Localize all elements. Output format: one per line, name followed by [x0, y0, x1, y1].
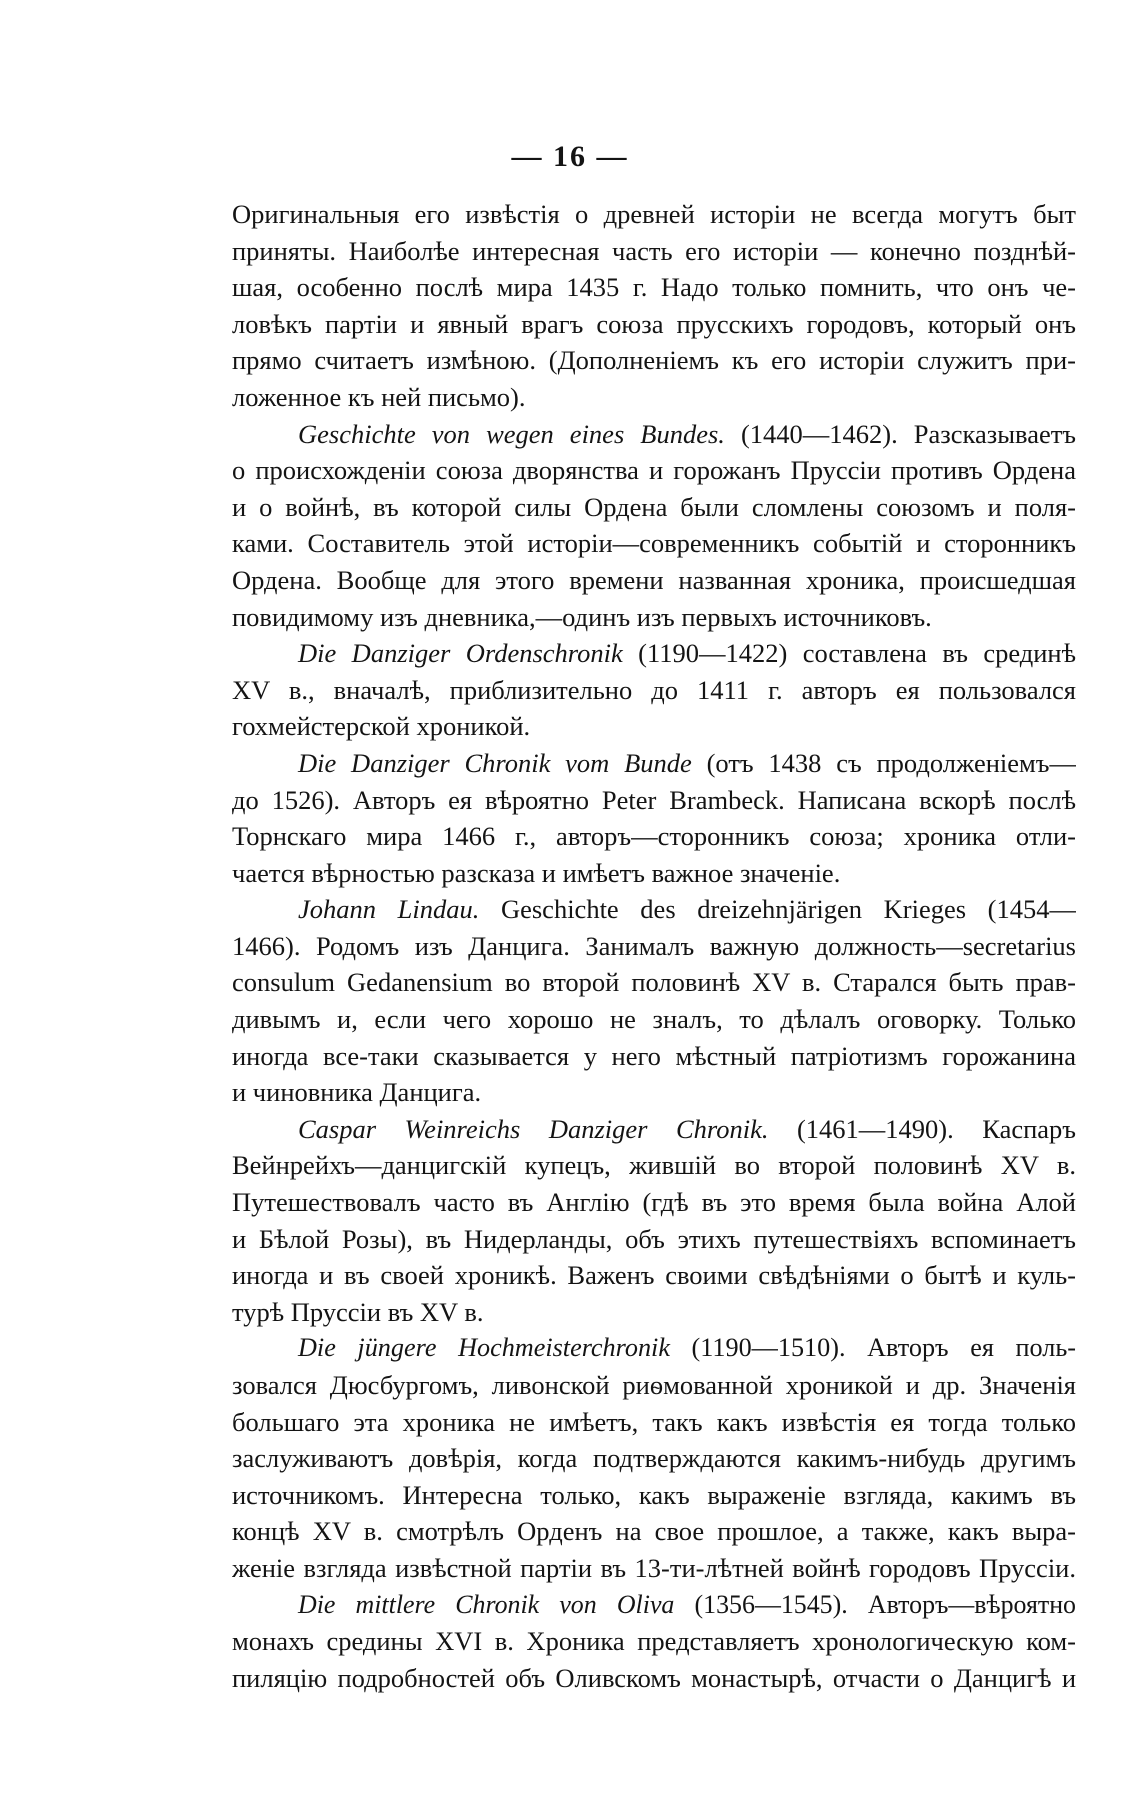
text-line: Оригинальныя его извѣстія о древней исторіи не всегда могутъ быт	[232, 199, 1076, 229]
body-text	[232, 196, 1076, 1696]
text-line: Die Danziger Chronik vom Bunde (отъ 1438 съ продолженіемъ—	[298, 747, 1076, 778]
text-line: Путешествовалъ часто въ Англію (гдѣ въ это время была война Алой	[232, 1187, 1076, 1218]
text-line: Ордена. Вообще для этого времени названная хроника, происшедшая	[232, 564, 1076, 595]
text-line: чается вѣрностью разсказа и имѣетъ важное значеніе.	[232, 857, 841, 888]
text-line: концѣ XV в. смотрѣлъ Орденъ на свое прошлое, а также, какъ выра-	[232, 1516, 1076, 1547]
text-line: большаго эта хроника не имѣетъ, такъ какъ извѣстія ея тогда только	[232, 1406, 1076, 1437]
text-line: до 1526). Авторъ ея вѣроятно Peter Brambeck. Написана вскорѣ послѣ	[232, 784, 1076, 815]
text-line: турѣ Пруссіи въ XV в.	[232, 1296, 484, 1327]
text-line: о происхожденіи союза дворянства и горожанъ Пруссіи противъ Ордена	[232, 455, 1076, 486]
text-line: Торнскаго мира 1466 г., авторъ—сторонникъ союза; хроника отли-	[232, 821, 1076, 852]
source-title: Die Danziger Chronik vom Bunde	[298, 747, 692, 778]
text-line: Geschichte von wegen eines Bundes. (1440—1462). Разсказываетъ	[298, 418, 1076, 449]
text-line: 1466). Родомъ изъ Данцига. Занималъ важную должность—secretarius	[232, 930, 1076, 961]
text-line: Вейнрейхъ—данцигскій купецъ, жившій во второй половинѣ XV в.	[232, 1150, 1076, 1181]
text-line: Johann Lindau. Geschichte des dreizehnjärigen Krieges (1454—	[298, 894, 1076, 925]
text-line: повидимому изъ дневника,—одинъ изъ первыхъ источниковъ.	[232, 601, 932, 632]
text-line: ками. Составитель этой исторіи—современникъ событій и сторонникъ	[232, 528, 1076, 559]
text-line: иногда все-таки сказывается у него мѣстный патріотизмъ горожанина	[232, 1040, 1076, 1071]
text-line: ловѣкъ партіи и явный врагъ союза прусскихъ городовъ, который онъ	[232, 308, 1076, 339]
text-line: и чиновника Данцига.	[232, 1077, 482, 1108]
text-line: приняты. Наиболѣе интересная часть его исторіи — конечно позднѣй-	[232, 235, 1076, 266]
text-line: женіе взгляда извѣстной партіи въ 13-ти-лѣтней войнѣ городовъ Пруссіи.	[232, 1552, 1076, 1583]
text-line: XV в., вначалѣ, приблизительно до 1411 г. авторъ ея пользовался	[232, 674, 1076, 705]
text-line: заслуживаютъ довѣрія, когда подтверждаются какимъ-нибудь другимъ	[232, 1443, 1076, 1474]
source-title: Geschichte von wegen eines Bundes.	[298, 418, 725, 449]
source-title: Die mittlere Chronik von Oliva	[298, 1589, 675, 1619]
text-line: и Бѣлой Розы), въ Нидерланды, объ этихъ путешествіяхъ вспоминаетъ	[232, 1223, 1076, 1254]
text-line: Caspar Weinreichs Danziger Chronik. (1461—1490). Каспаръ	[298, 1113, 1076, 1144]
text-line: ложенное къ ней письмо).	[232, 381, 526, 412]
text-line: монахъ средины XVI в. Хроника представляетъ хронологическую ком-	[232, 1626, 1076, 1657]
source-title: Caspar Weinreichs Danziger Chronik.	[298, 1113, 769, 1144]
text-line: Die mittlere Chronik von Oliva (1356—1545). Авторъ—вѣроятно	[298, 1589, 1076, 1619]
source-title: Die jüngere Hochmeisterchronik	[298, 1333, 670, 1363]
text-line: дивымъ и, если чего хорошо не зналъ, то дѣлалъ оговорку. Только	[232, 1004, 1076, 1035]
text-line: Die jüngere Hochmeisterchronik (1190—1510). Авторъ ея поль-	[298, 1333, 1076, 1363]
text-line: Die Danziger Ordenschronik (1190—1422) составлена въ срединѣ	[298, 638, 1076, 669]
text-line: прямо считаетъ измѣною. (Дополненіемъ къ его исторіи служитъ при-	[232, 345, 1076, 376]
page-number: — 16 —	[511, 140, 629, 173]
text-line: гохмейстерской хроникой.	[232, 711, 531, 742]
text-line: источникомъ. Интересна только, какъ выраженіе взгляда, какимъ въ	[232, 1479, 1076, 1510]
text-line: иногда и въ своей хроникѣ. Важенъ своими свѣдѣніями о бытѣ и куль-	[232, 1260, 1076, 1291]
text-line: шая, особенно послѣ мира 1435 г. Надо только помнить, что онъ че-	[232, 272, 1076, 303]
source-title: Johann Lindau.	[298, 894, 480, 925]
source-title: Die Danziger Ordenschronik	[298, 638, 623, 669]
text-line: пиляцію подробностей объ Оливскомъ монастырѣ, отчасти о Данцигѣ и	[232, 1662, 1076, 1693]
text-line: зовался Дюсбургомъ, ливонской риѳмованной хроникой и др. Значенія	[232, 1370, 1076, 1400]
text-line: consulum Gedanensium во второй половинѣ XV в. Старался быть прав-	[232, 967, 1076, 998]
text-line: и о войнѣ, въ которой силы Ордена были сломлены союзомъ и поля-	[232, 491, 1076, 522]
